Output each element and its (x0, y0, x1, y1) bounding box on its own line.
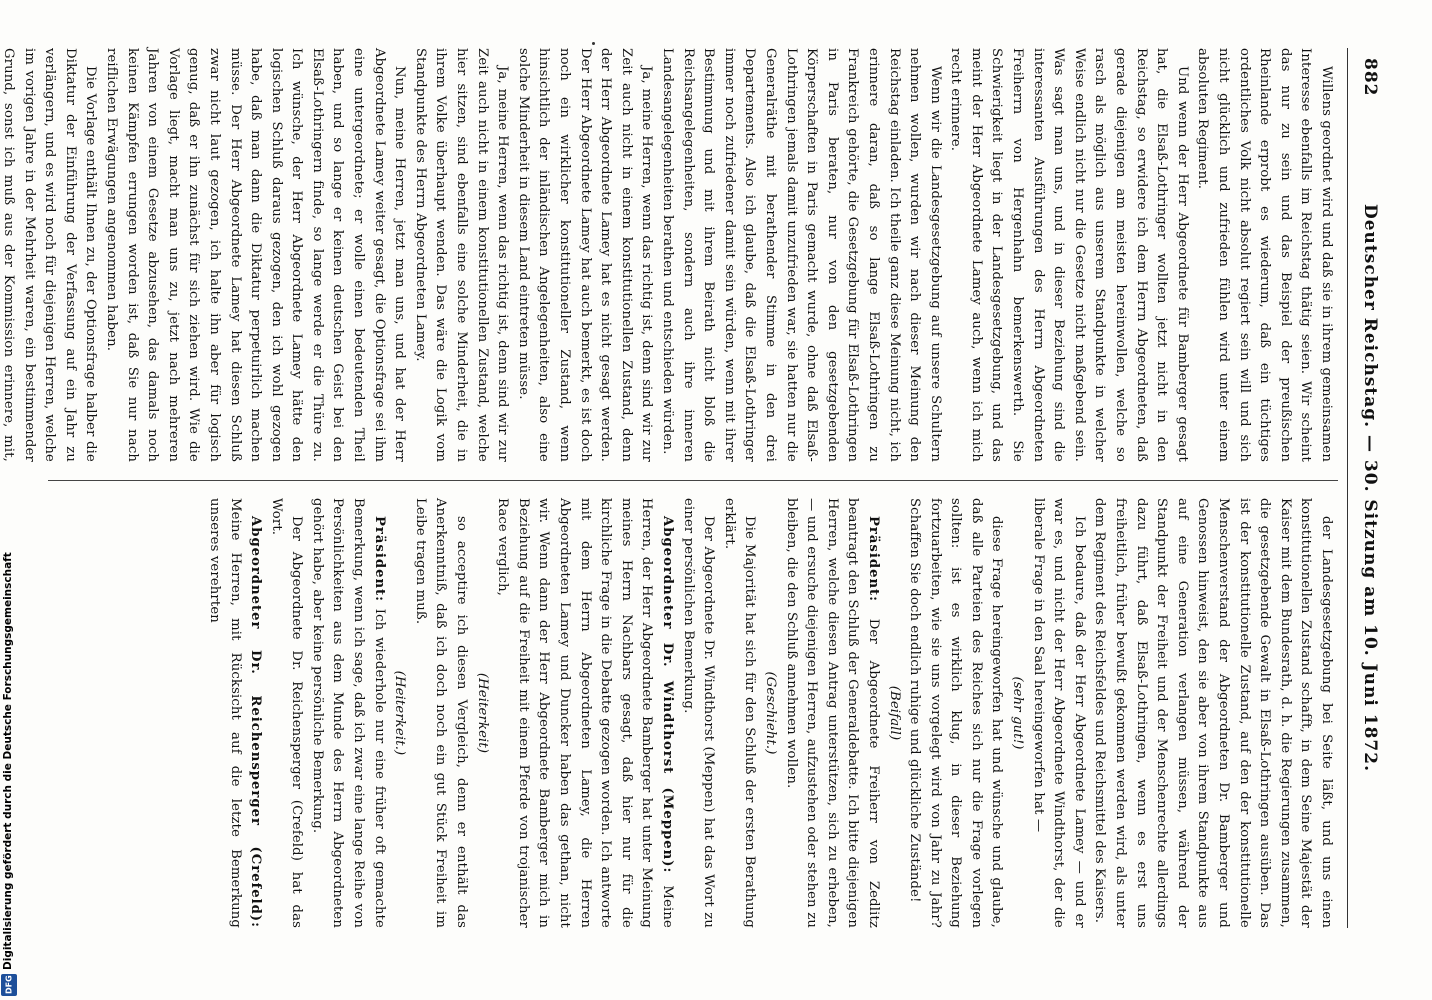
speaker-label: Präsident: (371, 516, 387, 603)
right-column (203, 498, 1336, 928)
speaker-paragraph (780, 498, 883, 928)
speaker-label: Abgeordneter Dr. Reichensperger (Crefeld): (248, 516, 264, 928)
speaker-paragraph (306, 498, 388, 928)
page-number: 882 (1360, 58, 1380, 97)
speech-text: Der Abgeordnete Freiherr von Zedlitz beantragt den Schluß der Generaldebatte. Ich bitte diejenigen Herren, welche diesen Antrag unterstützen, sich zu erheben, — und ersuche diejenigen Herren, aufzustehen oder stehen zu bleiben, die den Schluß annehmen wollen. (783, 498, 881, 928)
column-divider (48, 480, 1338, 481)
body-paragraph: Die Vorlage enthält Ihnen zu, der Optionsfrage halber die Diktatur der Einführung der Verfassung auf ein Jahr zu verlängern, und es wird noch für diejenigen Herren, welche im vorigen Jahre in der Mehrheit waren, ein bestimmender Grund, sonst ich muß aus der Kommission erinnere, mit, (1, 48, 99, 462)
speech-text: Ich wiederhole nur eine früher oft gemachte Bemerkung, wenn ich sage, daß ich zwar eine lange Reihe von Persönlichkeiten aus dem Munde des Herrn Abgeordneten gehört habe, aber keine persönliche Bemerkung. (309, 498, 387, 928)
body-paragraph: Willens geordnet wird und daß sie in ihrem gemeinsamen Interesse ebenfalls im Reichstag thätig seien. Wir scheint das nur zu sein und das Beispiel der preußischen Rheinlande erprobt es wiederum, daß ein tüchtiges ordentliches Volk nicht absolut regiert sein will und sich nicht glücklich und zufrieden fühlen wird unter einem absoluten Regiment. (1195, 48, 1334, 462)
body-paragraph: Und wenn der Herr Abgeordnete für Bamberger gesagt hat, die Elsaß-Lothringer wollten jetzt nicht in den Reichstag, so erwidere ich dem Herrn Abgeordneten, daß gerade diejenigen am meisten hereinwollen, welche so rasch als möglich aus unserem Standpunkte in welcher Weise endlich nicht nur die Gesetze nicht maßgebend sein. Was sagt man uns, und in dieser Beziehung sind die interessanten Ausführungen des Herrn Abgeordneten Freiherrn von Hergenhahn bemerkenswerth. Sie Schwierigkeit liegt in der Landesgesetzgebung, und das meint der Herr Abgeordnete Lamey auch, wenn ich mich recht erinnere. (948, 48, 1190, 462)
speaker-paragraph (203, 498, 265, 928)
speaker-paragraph (492, 498, 677, 928)
stage-direction: (Beifall) (886, 685, 902, 741)
body-paragraph: Der Abgeordnete Dr. Reichensperger (Crefeld) hat das Wort. (268, 498, 305, 928)
body-paragraph: Ja, meine Herren, wenn das richtig ist, denn sind wir zur Zeit auch nicht in einem konstitutionellen Zustand, welche hier sitzen, sind ebenfalls eine solche Minderheit, die in ihrem Volke überhaupt wenden. Das wäre die Logik vom Standpunkte des Herrn Abgeordneten Lamey. (412, 48, 511, 462)
body-paragraph: Der Abgeordnete Dr. Windthorst (Meppen) hat das Wort zu einer persönlichen Bemerkung. (680, 498, 717, 928)
body-paragraph: Ich bedaure, daß der Herr Abgeordnete Lamey — und er war es, und nicht der Herr Abgeordnete Windthorst, der die liberale Frage in den Saal hereingeworfen hat — (1030, 498, 1087, 928)
left-column (0, 48, 1336, 462)
digitization-credit (0, 552, 18, 1000)
body-paragraph: Die Majorität hat sich für den Schluß der ersten Berathung erklärt. (721, 498, 758, 928)
speaker-label: Präsident: (865, 516, 881, 603)
speech-text: Meine Herren, der Herr Abgeordnete Bamberger hat unter Meinung meines Herrn Nachbars gesagt, daß hier nur für die kirchliche Frage in die Debatte gezogen worden. Ich antworte mit dem Herrn Abgeordneten Lamey, die Herren Abgeordneten Lamey und Duncker haben das gethan, nicht wir. Wenn dann der Herr Abgeordnete Bamberger mich in Beziehung auf die Freiheit mit einem Pferde von trojanischer Race verglich, (495, 498, 675, 928)
page-title: Deutscher Reichstag. — 30. Sitzung am 10. Juni 1872. (1360, 204, 1380, 772)
body-paragraph: so acceptire ich diesen Vergleich, denn er enthält das Anerkenntniß, daß ich doch noch ein gut Stück Freiheit im Leibe tragen muß. (412, 498, 470, 928)
body-paragraph: Wenn wir die Landesgesetzgebung auf unsere Schultern nehmen wollen, wurden wir nach dieser Meinung den Reichstag einladen. Ich theile ganz diese Meinung nicht, ich erinnere daran, daß so lange Elsaß-Lothringen zu Frankreich gehörte, die Gesetzgebung für Elsaß-Lothringen in Paris beraten, nur von den gesetzgebenden Körperschaften in Paris gemacht wurde, ohne daß Elsaß-Lothringen jemals damit unzufrieden war, sie hatten nur die Generalräthe mit berathender Stimme in den drei Departements. Also ich glaube, daß die Elsaß-Lothringer immer noch zufriedener damit sein würden, wenn mit ihrer Bestimmung und mit ihrem Beirath nicht bloß die Reichsangelegenheiten, sondern auch ihre inneren Landesangelegenheiten berathen und entschieden würden. (660, 48, 943, 462)
body-paragraph: Nun, meine Herren, jetzt man uns, und hat der Herr Abgeordnete Lamey weiter gesagt, die Optionsfrage sei ihm eine untergeordnete; er wolle einen bedeutenden Theil haben, und so lange er keinen deutschen Geist bei den Elsaß-Lothringern finde, so lange werde er die Thüre zu. Ich wünsche, der Herr Abgeordnete Lamey hätte den logischen Schluß daraus gezogen, den ich wohl gezogen habe, daß man dann die Diktatur perpetuirlich machen müsse. Der Herr Abgeordnete Lamey hat diesen Schluß zwar nicht laut gezogen, ich halte ihn aber für logisch genug, daß er ihn zunächst für sich ziehen wird. Wie die Vorlage liegt, macht man uns zu, jetzt nach mehreren Jahren von einem Gesetze abzusehen, das damals noch keinen Kämpfen errungen worden ist, daß Sie nur nach reiflichen Erwägungen angenommen haben. (103, 48, 408, 462)
stage-direction: (Heiterkeit) (474, 672, 490, 754)
credit-text: Digitalisierung gefördert durch die Deutsche Forschungsgemeinschaft (2, 552, 14, 970)
body-paragraph: diese Frage hereingeworfen hat und wünsche und glaube, daß alle Parteien des Reiches sich nur die Frage vorlegen sollten: ist es wirklich klug, in dieser Beziehung fortzuarbeiten, wie sie uns vorgelegt wird von Jahr zu Jahr? Schaffen Sie doch endlich ruhige und glückliche Zustände! (907, 498, 1005, 928)
dfg-logo: DFG (1, 974, 17, 996)
stage-direction: (sehr gut!) (1010, 676, 1026, 750)
stage-direction: (Geschieht.) (762, 671, 778, 755)
body-paragraph: Ja, meine Herren, wenn das richtig ist, denn sind wir zur Zeit auch nicht in einem konstitutionellen Zustand, denn der Herr Abgeordnete Lamey hat es nicht gesagt werden. Der Herr Abgeordnete Lamey hat auch bemerkt, es ist doch noch ein wirklicher konstitutioneller Zustand, wenn hinsichtlich der inländischen Angelegenheiten, also eine solche Minderheit in diesem Land eintreten müsse. (515, 48, 655, 462)
header-rule (1347, 48, 1348, 928)
stage-direction: (Heiterkeit.) (392, 670, 408, 756)
speech-text: Meine Herren, mit Rücksicht auf die letzte Bemerkung unseres verehrten (206, 498, 243, 928)
page-header (1350, 48, 1380, 928)
body-paragraph: der Landesgesetzgebung bei Seite läßt, und uns einen konstitutionellen Zustand schafft, in dem Seine Majestät der Kaiser mit dem Bundesrath, d. h. die Regierungen zusammen, die gesetzgebende Gewalt in Elsaß-Lothringen ausüben. Das ist der konstitutionelle Zustand, auf den der konstitutionelle Menschenverstand der Abgeordneten Dr. Bamberger und Genossen hinweist, den sie aber von ihrem Standpunkte aus auf eine Generation verlangen müssen, während der Standpunkt der Freiheit und der Menschenrechte allerdings dazu führt, daß Elsaß-Lothringen, wenn es erst uns freiheitlich, früher bewußt gekommen werden wird, als unter dem Regiment des Reichsfeldes und Reichsmittel des Kaisers. (1092, 498, 1334, 928)
speaker-label: Abgeordneter Dr. Windthorst (Meppen): (660, 516, 675, 874)
